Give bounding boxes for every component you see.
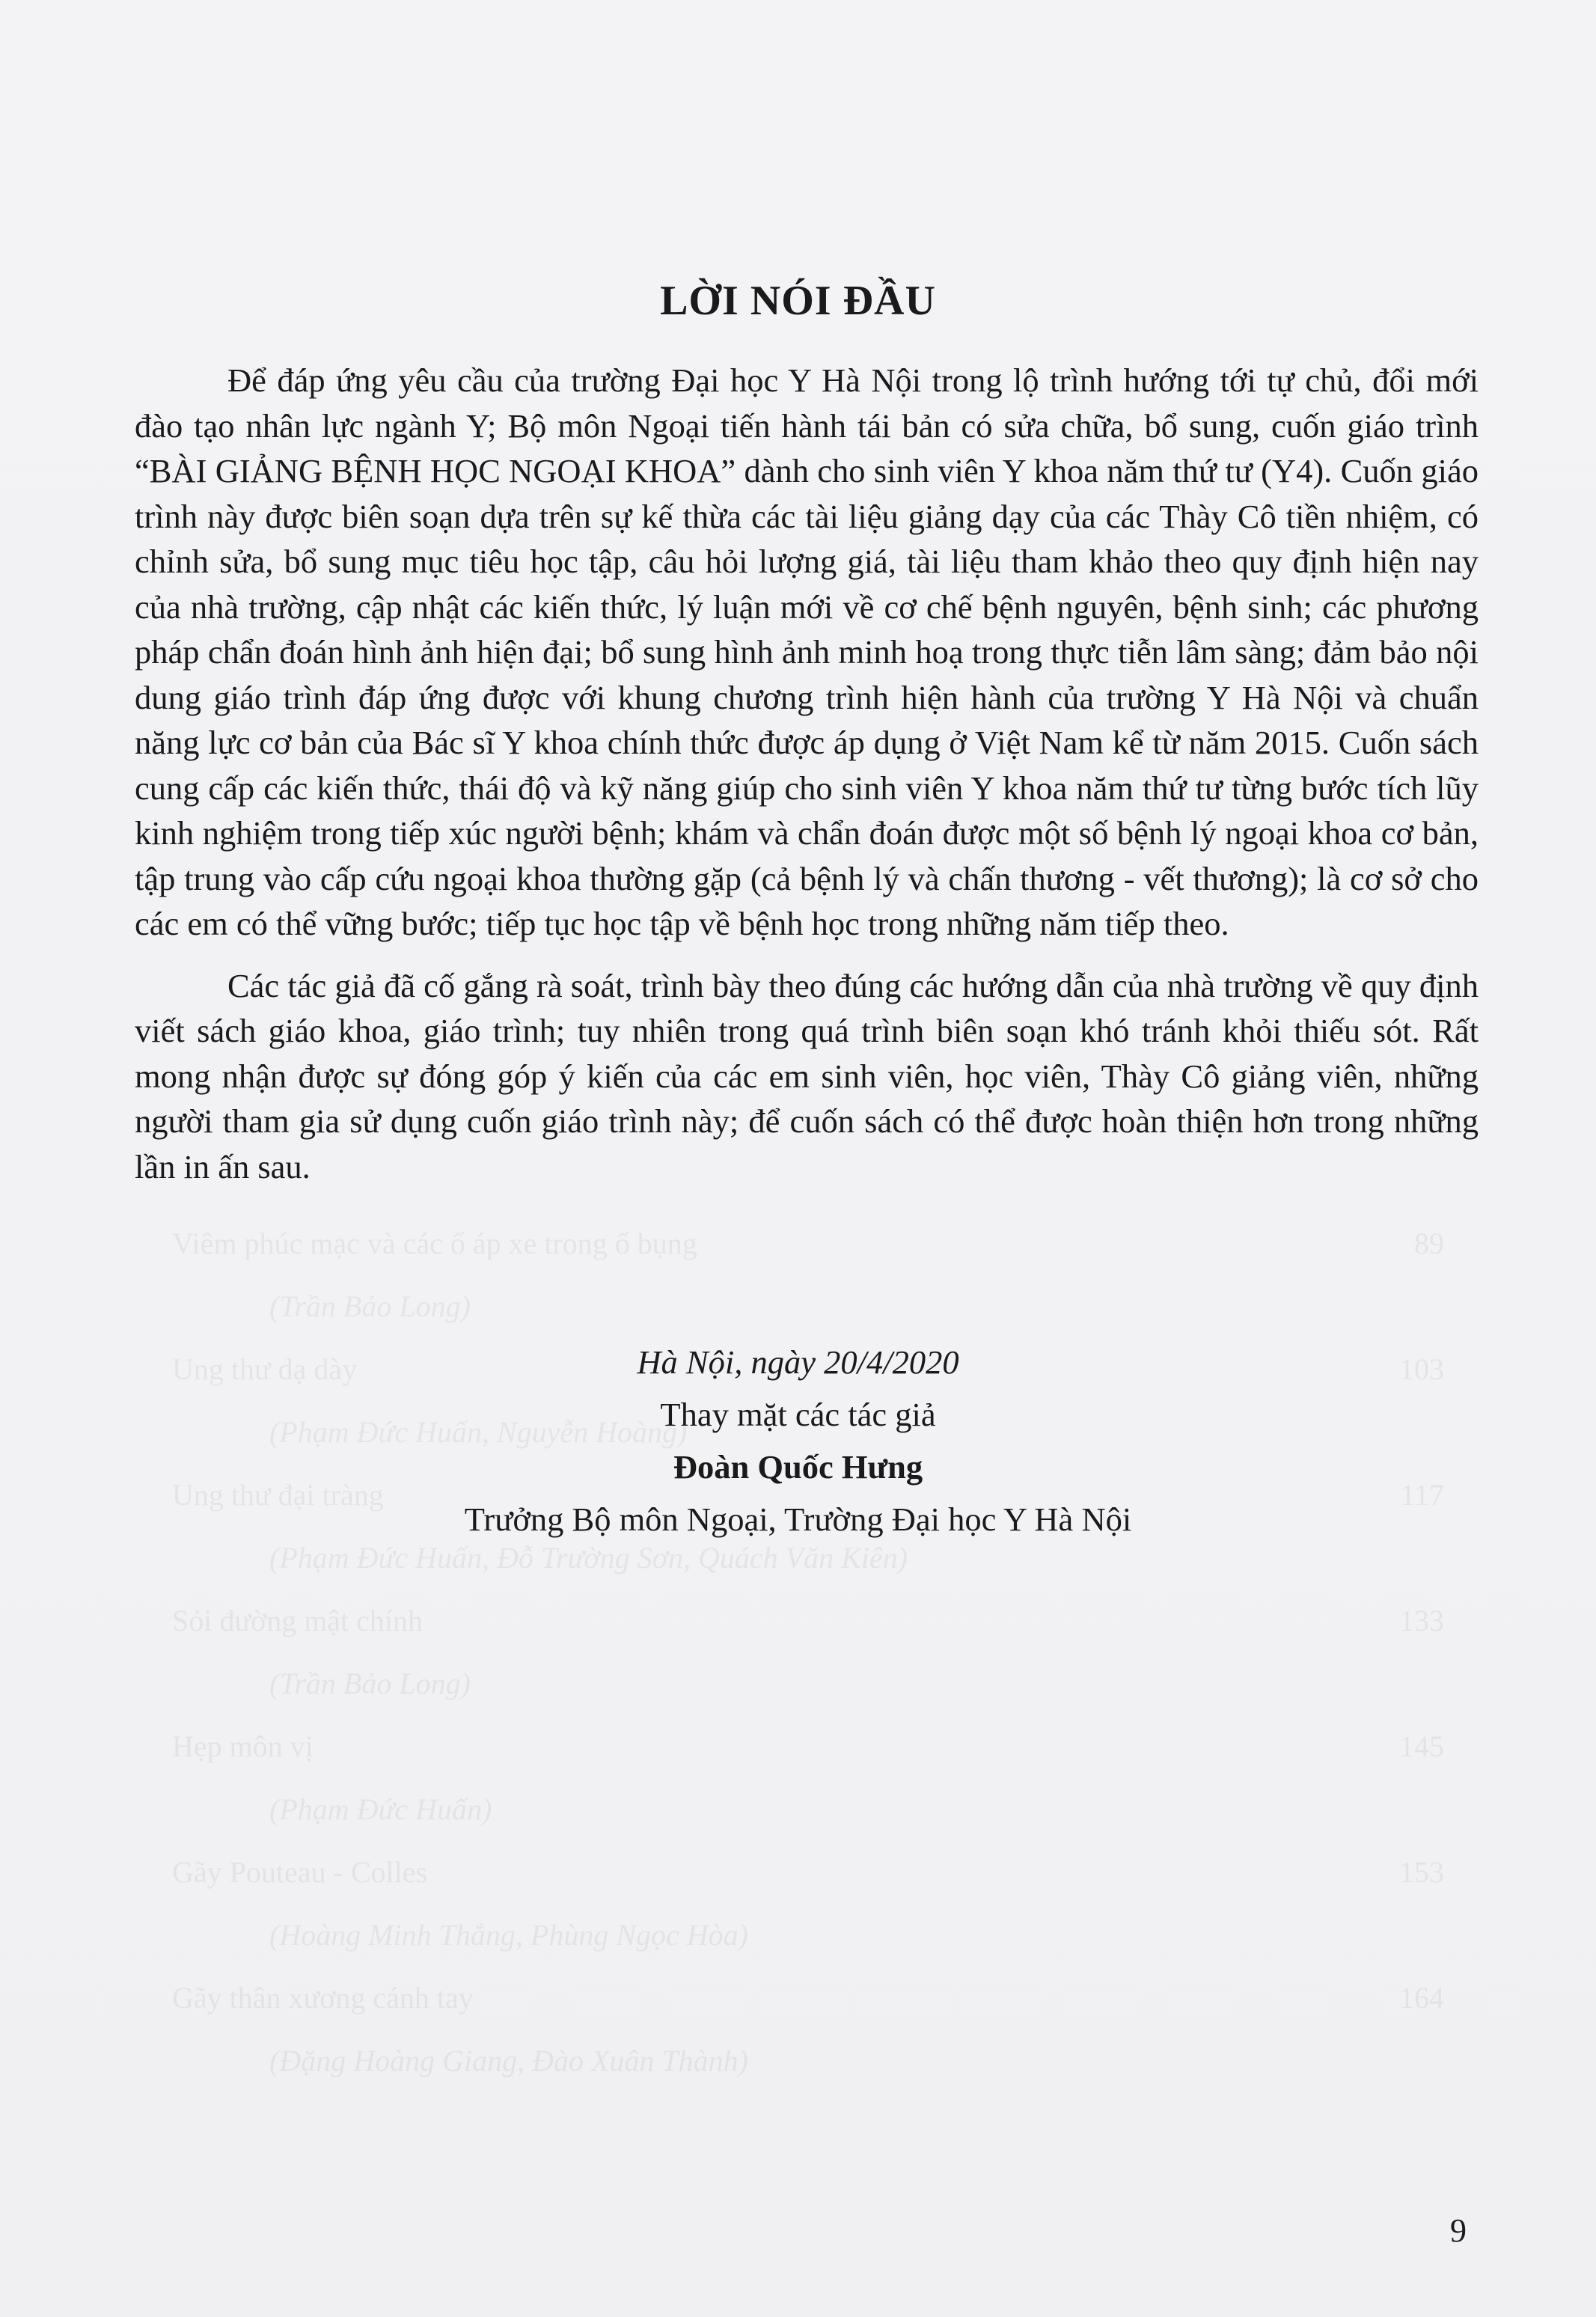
signer-name: Đoàn Quốc Hưng [673,1448,923,1486]
preface-paragraph: Các tác giả đã cố gắng rà soát, trình bày theo đúng các hướng dẫn của nhà trường về quy định viết sách giáo khoa, giáo trình; tuy nhiên trong quá trình biên soạn khó tránh khỏi thiếu sót. Rất mong nhận được sự đóng góp ý kiến của các em sinh viên, học viên, Thày Cô giảng viên, những người tham gia sử dụng cuốn giáo trình này; để cuốn sách có thể được hoàn thiện hơn trong những lần in ấn sau. [135,966,1479,1185]
bleed-authors: (Trần Bảo Long) [269,1667,471,1700]
bleed-authors: (Phạm Đức Huấn) [269,1792,492,1826]
page-number: 9 [1450,2212,1467,2249]
bleed-title: Ung thư đại tràng [172,1478,384,1512]
bleed-authors: (Hoàng Minh Thắng, Phùng Ngọc Hòa) [269,1918,748,1952]
bleed-title: Gãy Pouteau - Colles [172,1855,428,1889]
bleed-title: Ung thư dạ dày [172,1352,358,1386]
bleed-authors: (Đặng Hoàng Giang, Đào Xuân Thành) [269,2044,748,2078]
signer-position: Trưởng Bộ môn Ngoại, Trường Đại học Y Hà Nội [464,1501,1132,1538]
bleed-row [172,1590,1444,1652]
bleed-page: 117 [1400,1478,1444,1512]
bleed-page: 153 [1399,1855,1444,1889]
bleed-row [172,1715,1444,1778]
bleed-page: 133 [1399,1604,1444,1637]
bleed-authors: (Phạm Đức Huấn, Đỗ Trường Sơn, Quách Văn Kiên) [269,1541,908,1575]
bleed-page: 164 [1399,1981,1444,2015]
bleed-title: Gãy thân xương cánh tay [172,1981,474,2015]
bleed-page: 103 [1399,1352,1444,1386]
bleed-page: 145 [1399,1730,1444,1763]
bleed-page: 89 [1414,1227,1444,1260]
page-title: LỜI NÓI ĐẦU [660,277,936,324]
bleed-row [172,1212,1444,1275]
bleed-authors: (Trần Bảo Long) [269,1289,471,1323]
bleed-title: Sỏi đường mật chính [172,1604,424,1637]
signoff-block [0,1336,1596,1545]
bleed-row [172,1841,1444,1904]
bleed-title: Viêm phúc mạc và các ổ áp xe trong ổ bụng [172,1227,697,1260]
preface-paragraph: Để đáp ứng yêu cầu của trường Đại học Y Hà Nội trong lộ trình hướng tới tự chủ, đổi mới đào tạo nhân lực ngành Y; Bộ môn Ngoại tiến hành tái bản có sửa chữa, bổ sung, cuốn giáo trình “BÀI GIẢNG BỆNH HỌC NGOẠI KHOA” dành cho sinh viên Y khoa năm thứ tư (Y4). Cuốn giáo trình này được biên soạn dựa trên sự kế thừa các tài liệu giảng dạy của các Thày Cô tiền nhiệm, có chỉnh sửa, bổ sung mục tiêu học tập, câu hỏi lượng giá, tài liệu tham khảo theo quy định hiện nay của nhà trường, cập nhật các kiến thức, lý luận mới về cơ chế bệnh nguyên, bệnh sinh; các phương pháp chẩn đoán hình ảnh hiện đại; bổ sung hình ảnh minh hoạ trong thực tiễn lâm sàng; đảm bảo nội dung giáo trình đáp ứng được với khung chương trình hiện hành của trường Y Hà Nội và chuẩn năng lực cơ bản của Bác sĩ Y khoa chính thức được áp dụng ở Việt Nam kể từ năm 2015. Cuốn sách cung cấp các kiến thức, thái độ và kỹ năng giúp cho sinh viên Y khoa năm thứ tư từng bước tích lũy kinh nghiệm trong tiếp xúc người bệnh; khám và chẩn đoán được một số bệnh lý ngoại khoa cơ bản, tập trung vào cấp cứu ngoại khoa thường gặp (cả bệnh lý và chấn thương - vết thương); là cơ sở cho các em có thể vững bước; tiếp tục học tập về bệnh học trong những năm tiếp theo. [135,361,1479,942]
bleed-row [172,1967,1444,2030]
bleed-title: Hẹp môn vị [172,1730,314,1763]
preface-body [135,358,1479,1189]
bleed-authors: (Phạm Đức Huấn, Nguyễn Hoàng) [269,1415,688,1449]
place-date: Hà Nội, ngày 20/4/2020 [637,1343,959,1381]
on-behalf-line: Thay mặt các tác giả [660,1396,936,1433]
